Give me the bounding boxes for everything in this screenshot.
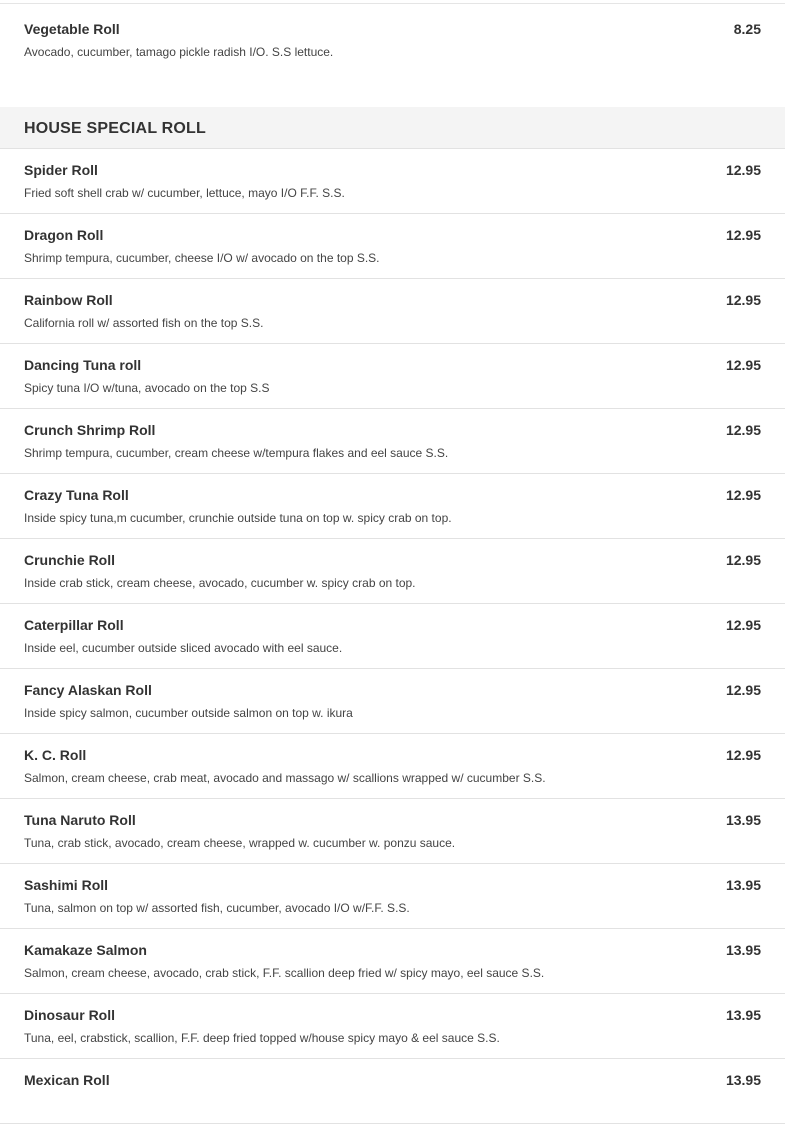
menu-item-name: K. C. Roll (24, 747, 87, 763)
section-header-house-special-roll (0, 107, 785, 149)
menu-item-description: Salmon, cream cheese, avocado, crab stick, F.F. scallion deep fried w/ spicy mayo, eel sauce S.S. (24, 966, 545, 980)
menu-item-name: Dinosaur Roll (24, 1007, 116, 1023)
menu-item-name: Dancing Tuna roll (24, 357, 142, 373)
menu-item[interactable] (0, 864, 785, 929)
menu-item-description: Tuna, salmon on top w/ assorted fish, cucumber, avocado I/O w/F.F. S.S. (24, 901, 410, 915)
menu-item-list (0, 149, 785, 1124)
menu-item-name: Spider Roll (24, 162, 98, 178)
menu-item-description: Salmon, cream cheese, crab meat, avocado and massago w/ scallions wrapped w/ cucumber S.S. (24, 771, 546, 785)
menu-item-price: 13.95 (725, 942, 761, 958)
menu-item-name: Crazy Tuna Roll (24, 487, 129, 503)
menu-item[interactable] (0, 669, 785, 734)
menu-item[interactable] (0, 279, 785, 344)
menu-item-name: Mexican Roll (24, 1072, 110, 1088)
menu-item-description: Avocado, cucumber, tamago pickle radish I/O. S.S lettuce. (24, 45, 334, 59)
menu-item[interactable] (0, 214, 785, 279)
menu-item-description: Inside spicy salmon, cucumber outside salmon on top w. ikura (24, 706, 353, 720)
menu-item[interactable] (0, 409, 785, 474)
menu-item-description: Fried soft shell crab w/ cucumber, lettuce, mayo I/O F.F. S.S. (24, 186, 345, 200)
menu-item[interactable] (0, 474, 785, 539)
menu-item-price: 12.95 (725, 552, 761, 568)
menu-item-price: 12.95 (725, 487, 761, 503)
menu-item[interactable] (0, 344, 785, 409)
menu-item-price: 8.25 (733, 21, 761, 37)
menu-item[interactable] (0, 149, 785, 214)
menu-item[interactable] (0, 539, 785, 604)
menu-item-vegetable-roll[interactable] (0, 4, 785, 107)
menu-item-name: Dragon Roll (24, 227, 104, 243)
menu-item[interactable] (0, 929, 785, 994)
menu-item-price: 12.95 (725, 747, 761, 763)
menu-item-name: Tuna Naruto Roll (24, 812, 136, 828)
menu-item-name: Vegetable Roll (24, 21, 120, 37)
menu-item[interactable] (0, 799, 785, 864)
menu-item-description: Inside spicy tuna,m cucumber, crunchie outside tuna on top w. spicy crab on top. (24, 511, 452, 525)
menu-item-price: 12.95 (725, 292, 761, 308)
menu-item-description: California roll w/ assorted fish on the top S.S. (24, 316, 264, 330)
menu-item[interactable] (0, 994, 785, 1059)
menu-item-description: Shrimp tempura, cucumber, cheese I/O w/ avocado on the top S.S. (24, 251, 380, 265)
menu-item-name: Crunchie Roll (24, 552, 116, 568)
menu-item-price: 12.95 (725, 357, 761, 373)
menu-item-name: Caterpillar Roll (24, 617, 124, 633)
menu-item-price: 12.95 (725, 422, 761, 438)
menu-item[interactable] (0, 1059, 785, 1124)
menu-item-name: Rainbow Roll (24, 292, 113, 308)
menu-item-description: Tuna, crab stick, avocado, cream cheese, wrapped w. cucumber w. ponzu sauce. (24, 836, 456, 850)
menu-item-description: Inside crab stick, cream cheese, avocado, cucumber w. spicy crab on top. (24, 576, 416, 590)
menu-item-description: Tuna, eel, crabstick, scallion, F.F. deep fried topped w/house spicy mayo & eel sauce S.S. (24, 1031, 500, 1045)
menu-item-price: 13.95 (725, 1007, 761, 1023)
menu-item-price: 13.95 (725, 877, 761, 893)
section-title: HOUSE SPECIAL ROLL (24, 120, 206, 137)
menu-item-description: Shrimp tempura, cucumber, cream cheese w/tempura flakes and eel sauce S.S. (24, 446, 449, 460)
menu-item-name: Fancy Alaskan Roll (24, 682, 152, 698)
menu-item-description: Inside eel, cucumber outside sliced avocado with eel sauce. (24, 641, 343, 655)
menu-item[interactable] (0, 604, 785, 669)
menu-item-price: 12.95 (725, 617, 761, 633)
menu-item[interactable] (0, 734, 785, 799)
menu-item-price: 12.95 (725, 682, 761, 698)
menu-item-name: Kamakaze Salmon (24, 942, 147, 958)
menu-item-price: 12.95 (725, 162, 761, 178)
menu-item-price: 13.95 (725, 1072, 761, 1088)
menu-item-description: Spicy tuna I/O w/tuna, avocado on the top S.S (24, 381, 270, 395)
menu-item-price: 12.95 (725, 227, 761, 243)
menu-item-name: Crunch Shrimp Roll (24, 422, 156, 438)
menu-item-price: 13.95 (725, 812, 761, 828)
menu-item-name: Sashimi Roll (24, 877, 109, 893)
